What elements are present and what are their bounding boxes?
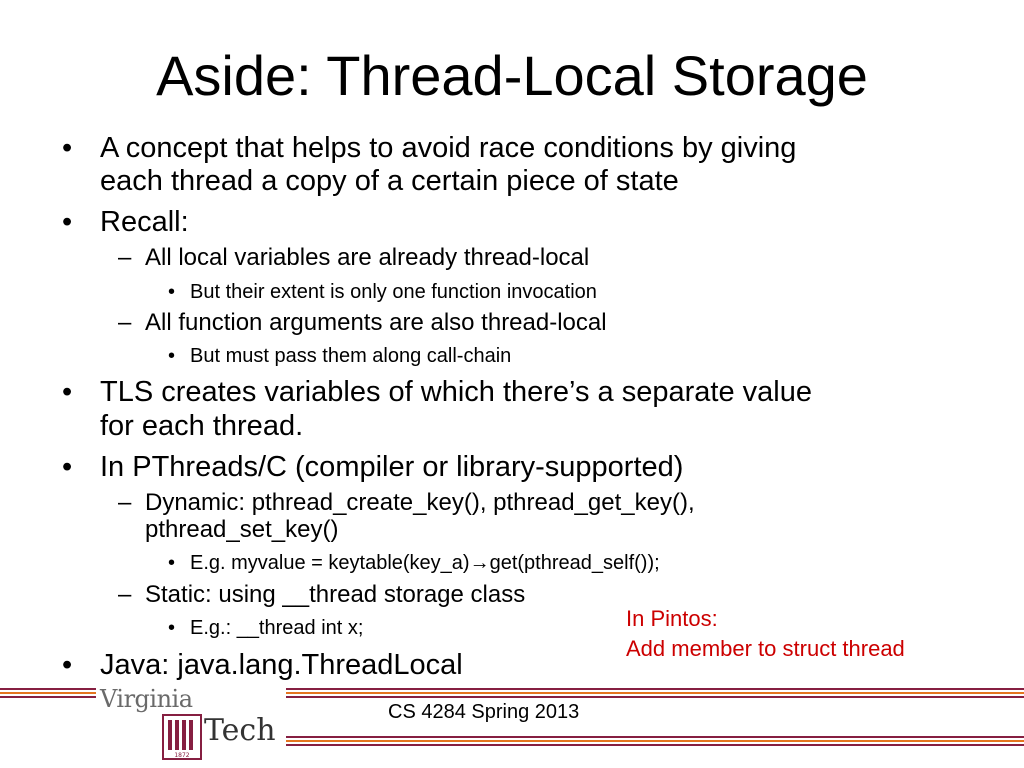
sub-sub-bullet-marker: • (168, 345, 176, 367)
sub-bullet-marker: – (118, 489, 132, 516)
sub-bullet-text: pthread_set_key() (145, 516, 339, 543)
bullet-marker: • (62, 132, 73, 164)
bullet-text: TLS creates variables of which there’s a separate value (100, 376, 812, 408)
sub-bullet-text: Static: using __thread storage class (145, 581, 526, 608)
sub-sub-bullet-text: But their extent is only one function invocation (190, 281, 597, 303)
sub-bullet-marker: – (118, 581, 132, 608)
logo-tech-text: Tech (204, 713, 276, 748)
sub-sub-bullet-text: But must pass them along call-chain (190, 345, 512, 367)
sub-bullet-marker: – (118, 309, 132, 336)
sub-sub-bullet-text (190, 551, 660, 575)
logo-year: 1872 (174, 752, 190, 759)
bullet-marker: • (62, 451, 73, 483)
virginia-tech-logo (96, 684, 286, 764)
bullet-text: for each thread. (100, 410, 304, 442)
logo-virginia-text: Virginia (100, 685, 193, 713)
hokie-stone-icon (162, 714, 202, 760)
sub-bullet-text: All local variables are already thread-local (145, 244, 590, 271)
sub-bullet-text: Dynamic: pthread_create_key(), pthread_get_key(), (145, 489, 695, 516)
bullet-marker: • (62, 206, 73, 238)
bullet-text: In PThreads/C (compiler or library-supported) (100, 451, 684, 483)
bullet-text: A concept that helps to avoid race conditions by giving (100, 132, 797, 164)
arrow-icon: → (469, 552, 490, 574)
pintos-note (626, 604, 905, 664)
bullet-text: Java: java.lang.ThreadLocal (100, 649, 463, 681)
footer-course-label: CS 4284 Spring 2013 (388, 701, 580, 723)
sub-bullet-text: All function arguments are also thread-local (145, 309, 607, 336)
note-line-2: Add member to struct thread (626, 636, 905, 661)
slide-title: Aside: Thread-Local Storage (156, 44, 868, 107)
sub-sub-bullet-text: E.g.: __thread int x; (190, 617, 364, 639)
example-text-before: E.g. myvalue = keytable(key_a) (190, 552, 470, 574)
bullet-marker: • (62, 376, 73, 408)
example-text-after: get(pthread_self()); (489, 552, 660, 574)
sub-sub-bullet-marker: • (168, 552, 176, 574)
sub-sub-bullet-marker: • (168, 617, 176, 639)
bullet-text: Recall: (100, 206, 189, 238)
bullet-marker: • (62, 649, 73, 681)
note-line-1: In Pintos: (626, 606, 718, 631)
sub-sub-bullet-marker: • (168, 281, 176, 303)
bullet-text: each thread a copy of a certain piece of state (100, 165, 679, 197)
sub-bullet-marker: – (118, 244, 132, 271)
